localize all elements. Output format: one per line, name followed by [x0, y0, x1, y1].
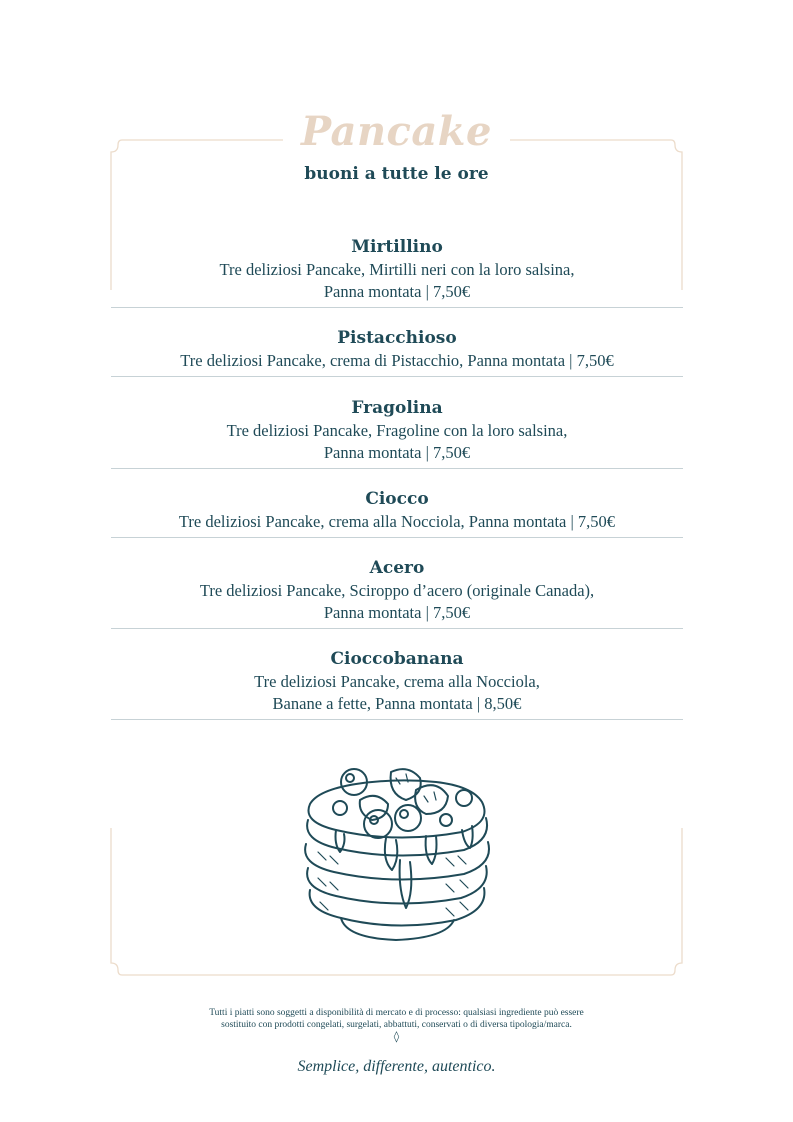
item-description-line: Panna montata | 7,50€ [323, 443, 471, 462]
menu-list [111, 236, 683, 720]
menu-item [111, 377, 683, 469]
slogan: Semplice, differente, autentico. [297, 1058, 496, 1075]
item-description-line: Tre deliziosi Pancake, Fragoline con la loro salsina, [226, 421, 568, 440]
item-description [111, 511, 683, 533]
menu-item [111, 308, 683, 377]
item-description [111, 420, 683, 464]
diamond-separator: ◊ [393, 1030, 400, 1043]
disclaimer-line: Tutti i piatti sono soggetti a disponibilità di mercato e di processo: qualsiasi ingrediente può essere [209, 1008, 584, 1018]
item-description-line: Panna montata | 7,50€ [323, 282, 471, 301]
disclaimer-line: sostituito con prodotti congelati, surgelati, abbattuti, conservati o di diversa tipologia/marca. [221, 1020, 572, 1030]
item-name: Ciocco [365, 489, 429, 509]
item-description-line: Tre deliziosi Pancake, Sciroppo d’acero (originale Canada), [199, 581, 595, 600]
menu-item [111, 469, 683, 538]
item-description-line: Tre deliziosi Pancake, crema alla Nocciola, Panna montata | 7,50€ [178, 512, 616, 531]
item-name: Fragolina [351, 398, 443, 418]
item-name: Acero [369, 558, 425, 578]
item-name: Pistacchioso [337, 328, 457, 348]
menu-item [111, 236, 683, 308]
page-title: Pancake [301, 108, 492, 155]
page-subtitle: buoni a tutte le ore [304, 164, 489, 184]
pancake-stack-icon [296, 760, 496, 945]
item-name: Cioccobanana [330, 649, 464, 669]
item-description-line: Banane a fette, Panna montata | 8,50€ [272, 694, 522, 713]
menu-item [111, 538, 683, 629]
item-description [111, 259, 683, 303]
item-description [111, 350, 683, 372]
item-description [111, 671, 683, 715]
item-description [111, 580, 683, 624]
item-name: Mirtillino [351, 237, 443, 257]
item-description-line: Tre deliziosi Pancake, crema di Pistacchio, Panna montata | 7,50€ [180, 351, 614, 370]
menu-item [111, 629, 683, 720]
item-description-line: Panna montata | 7,50€ [323, 603, 471, 622]
item-description-line: Tre deliziosi Pancake, Mirtilli neri con la loro salsina, [219, 260, 575, 279]
item-description-line: Tre deliziosi Pancake, crema alla Nocciola, [254, 672, 540, 691]
disclaimer [180, 1007, 613, 1031]
